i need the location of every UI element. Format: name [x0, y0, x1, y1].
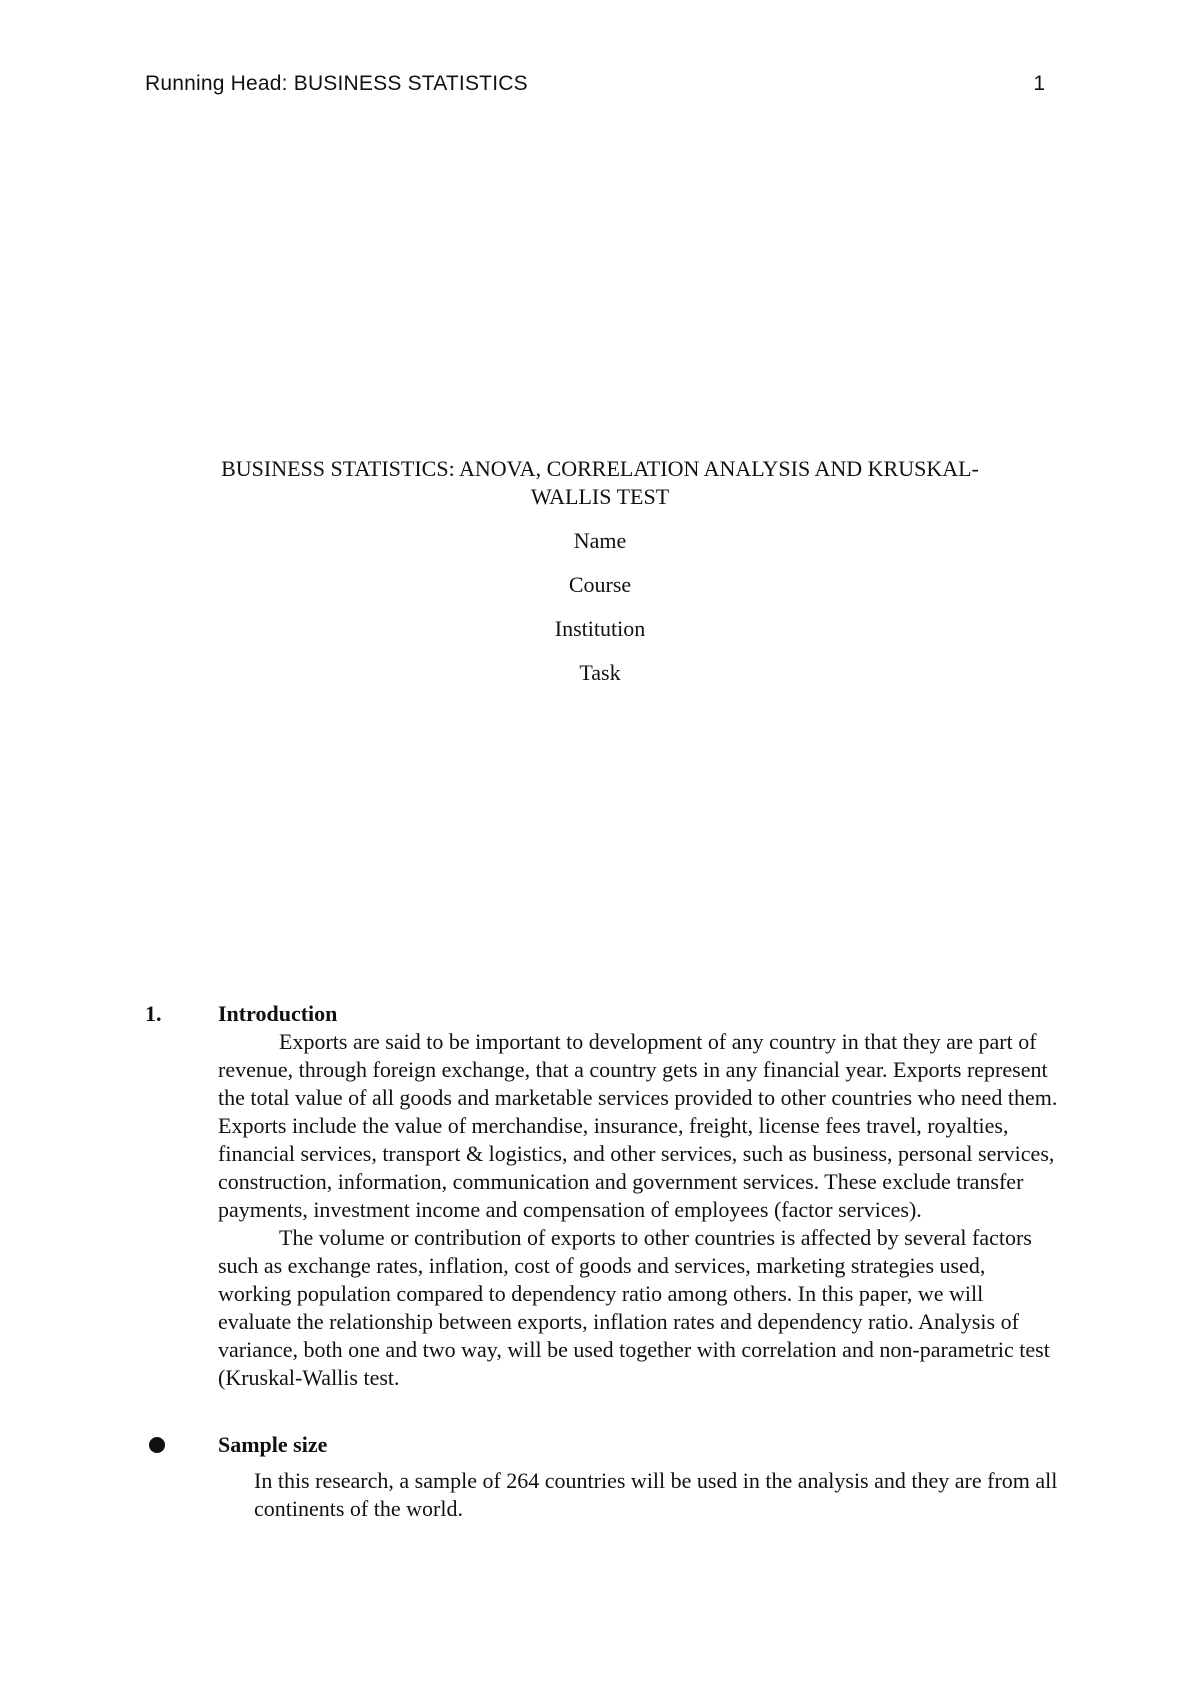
page-number: 1 [1033, 72, 1045, 95]
sample-size-text: In this research, a sample of 264 countries will be used in the analysis and they are from all continents of the world. [254, 1468, 1058, 1521]
bullet-icon [149, 1437, 165, 1453]
paragraph: The volume or contribution of exports to other countries is affected by several factors such as exchange rates, inflation, cost of goods and services, marketing strategies used, working population compared to dependency ratio among others. In this paper, we will evaluate the relationship between exports, inflation rates and dependency ratio. Analysis of variance, both one and two way, will be used together with correlation and non-parametric test (Kruskal-Wallis test. [218, 1225, 1050, 1390]
institution-name: Institution [554, 616, 646, 641]
task-name: Task [579, 660, 621, 685]
bullet-title: Sample size [218, 1432, 328, 1457]
running-head: Running Head: BUSINESS STATISTICS [145, 72, 528, 95]
section-number: 1. [145, 1001, 162, 1026]
title-block [160, 455, 1040, 687]
author-name: Name [573, 528, 627, 553]
introduction-body [218, 1028, 1058, 1392]
paragraph: Exports are said to be important to development of any country in that they are part of revenue, through foreign exchange, that a country gets in any financial year. Exports represent the total value of all goods and marketable services provided to other countries who need them. Exports include the value of merchandise, insurance, freight, license fees travel, royalties, financial services, transport & logistics, and other services, such as business, personal services, construction, information, communication and government services. These exclude transfer payments, investment income and compensation of employees (factor services). [218, 1029, 1058, 1222]
section-title: Introduction [218, 1001, 338, 1026]
document-title-line-1: BUSINESS STATISTICS: ANOVA, CORRELATION ANALYSIS AND KRUSKAL- [221, 456, 979, 481]
document-title-line-2: WALLIS TEST [530, 484, 670, 509]
course-name: Course [568, 572, 632, 597]
